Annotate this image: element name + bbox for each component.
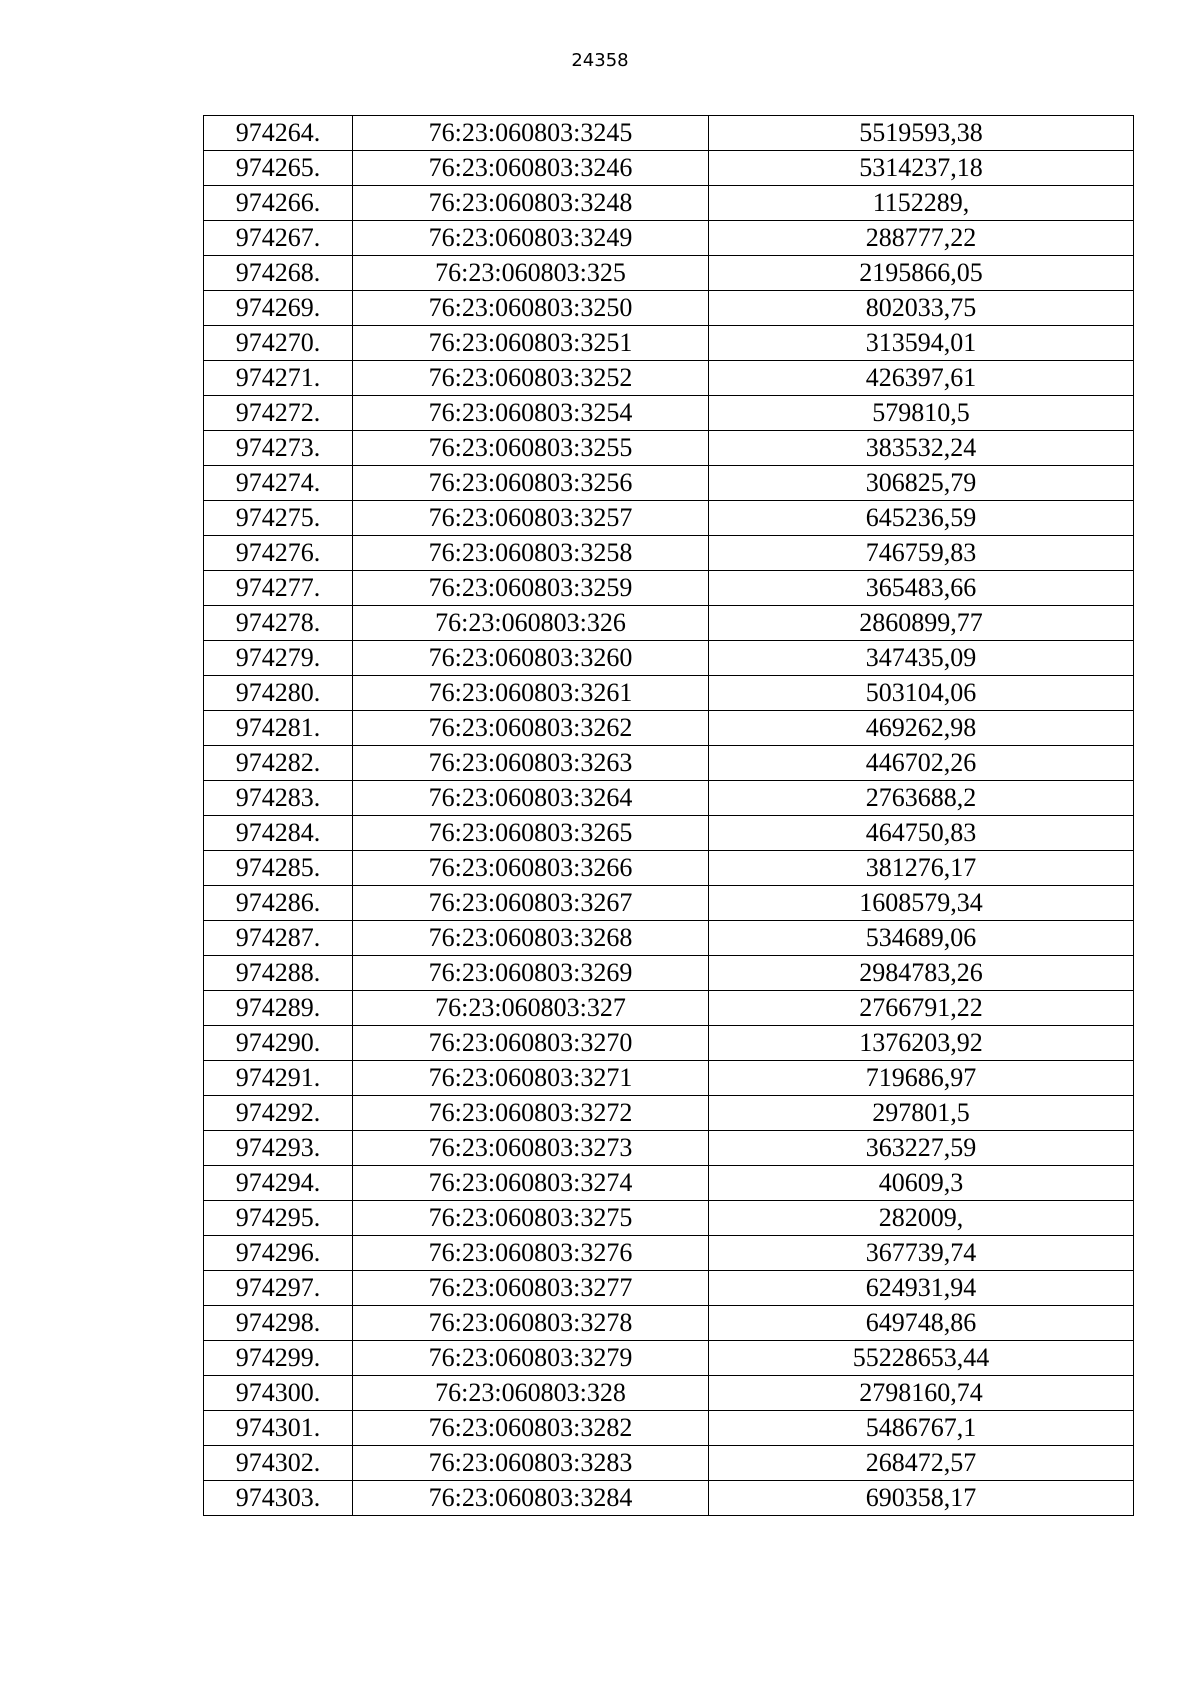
table-row [204,326,1134,361]
row-number-cell: 974276. [204,536,353,571]
row-number-cell: 974273. [204,431,353,466]
page-number: 24358 [571,50,629,71]
table-row [204,746,1134,781]
value-cell: 649748,86 [709,1306,1134,1341]
row-number-cell: 974291. [204,1061,353,1096]
row-number-cell: 974293. [204,1131,353,1166]
cadastral-number-cell: 76:23:060803:327 [353,991,709,1026]
value-cell: 5314237,18 [709,151,1134,186]
value-cell: 719686,97 [709,1061,1134,1096]
row-number-cell: 974288. [204,956,353,991]
cadastral-number-cell: 76:23:060803:3251 [353,326,709,361]
row-number-cell: 974300. [204,1376,353,1411]
row-number-cell: 974272. [204,396,353,431]
table-row [204,1306,1134,1341]
row-number-cell: 974303. [204,1481,353,1516]
row-number-cell: 974285. [204,851,353,886]
cadastral-number-cell: 76:23:060803:3256 [353,466,709,501]
table-row [204,921,1134,956]
cadastral-number-cell: 76:23:060803:3271 [353,1061,709,1096]
cadastral-number-cell: 76:23:060803:3274 [353,1166,709,1201]
table-row [204,676,1134,711]
table-row [204,536,1134,571]
cadastral-number-cell: 76:23:060803:3264 [353,781,709,816]
table-row [204,816,1134,851]
value-cell: 645236,59 [709,501,1134,536]
value-cell: 347435,09 [709,641,1134,676]
table-row [204,851,1134,886]
row-number-cell: 974284. [204,816,353,851]
row-number-cell: 974290. [204,1026,353,1061]
row-number-cell: 974268. [204,256,353,291]
value-cell: 446702,26 [709,746,1134,781]
value-cell: 2766791,22 [709,991,1134,1026]
cadastral-number-cell: 76:23:060803:325 [353,256,709,291]
row-number-cell: 974266. [204,186,353,221]
value-cell: 469262,98 [709,711,1134,746]
row-number-cell: 974267. [204,221,353,256]
value-cell: 268472,57 [709,1446,1134,1481]
cadastral-number-cell: 76:23:060803:3255 [353,431,709,466]
cadastral-number-cell: 76:23:060803:3267 [353,886,709,921]
cadastral-number-cell: 76:23:060803:3272 [353,1096,709,1131]
value-cell: 1608579,34 [709,886,1134,921]
table-row [204,606,1134,641]
cadastral-number-cell: 76:23:060803:3260 [353,641,709,676]
row-number-cell: 974265. [204,151,353,186]
value-cell: 1376203,92 [709,1026,1134,1061]
row-number-cell: 974298. [204,1306,353,1341]
table-row [204,1131,1134,1166]
cadastral-number-cell: 76:23:060803:3266 [353,851,709,886]
value-cell: 282009, [709,1201,1134,1236]
value-cell: 363227,59 [709,1131,1134,1166]
value-cell: 297801,5 [709,1096,1134,1131]
cadastral-number-cell: 76:23:060803:3278 [353,1306,709,1341]
table-row [204,1201,1134,1236]
cadastral-number-cell: 76:23:060803:328 [353,1376,709,1411]
table-row [204,466,1134,501]
table-row [204,886,1134,921]
row-number-cell: 974286. [204,886,353,921]
value-cell: 464750,83 [709,816,1134,851]
cadastral-number-cell: 76:23:060803:3261 [353,676,709,711]
cadastral-number-cell: 76:23:060803:3282 [353,1411,709,1446]
row-number-cell: 974278. [204,606,353,641]
value-cell: 2984783,26 [709,956,1134,991]
value-cell: 5486767,1 [709,1411,1134,1446]
row-number-cell: 974279. [204,641,353,676]
row-number-cell: 974275. [204,501,353,536]
row-number-cell: 974283. [204,781,353,816]
table-row [204,956,1134,991]
data-table [203,115,1134,1516]
row-number-cell: 974299. [204,1341,353,1376]
cadastral-number-cell: 76:23:060803:3283 [353,1446,709,1481]
cadastral-number-cell: 76:23:060803:3279 [353,1341,709,1376]
value-cell: 2763688,2 [709,781,1134,816]
table-row [204,396,1134,431]
cadastral-number-cell: 76:23:060803:3269 [353,956,709,991]
value-cell: 365483,66 [709,571,1134,606]
cadastral-number-cell: 76:23:060803:3263 [353,746,709,781]
row-number-cell: 974264. [204,116,353,151]
table-row [204,116,1134,151]
value-cell: 426397,61 [709,361,1134,396]
value-cell: 746759,83 [709,536,1134,571]
cadastral-number-cell: 76:23:060803:3258 [353,536,709,571]
cadastral-number-cell: 76:23:060803:3277 [353,1271,709,1306]
table-row [204,361,1134,396]
cadastral-number-cell: 76:23:060803:3259 [353,571,709,606]
table-row [204,256,1134,291]
value-cell: 367739,74 [709,1236,1134,1271]
table-row [204,1236,1134,1271]
value-cell: 306825,79 [709,466,1134,501]
table-row [204,501,1134,536]
table-row [204,991,1134,1026]
table-body [204,116,1134,1516]
table-row [204,1166,1134,1201]
cadastral-number-cell: 76:23:060803:3246 [353,151,709,186]
value-cell: 1152289, [709,186,1134,221]
value-cell: 802033,75 [709,291,1134,326]
row-number-cell: 974270. [204,326,353,361]
row-number-cell: 974296. [204,1236,353,1271]
value-cell: 2860899,77 [709,606,1134,641]
value-cell: 624931,94 [709,1271,1134,1306]
table-row [204,221,1134,256]
table-row [204,291,1134,326]
table-row [204,151,1134,186]
value-cell: 313594,01 [709,326,1134,361]
cadastral-number-cell: 76:23:060803:3268 [353,921,709,956]
row-number-cell: 974297. [204,1271,353,1306]
cadastral-number-cell: 76:23:060803:3284 [353,1481,709,1516]
table-row [204,1061,1134,1096]
row-number-cell: 974277. [204,571,353,606]
cadastral-number-cell: 76:23:060803:3270 [353,1026,709,1061]
cadastral-number-cell: 76:23:060803:3252 [353,361,709,396]
value-cell: 2798160,74 [709,1376,1134,1411]
table-row [204,1271,1134,1306]
row-number-cell: 974269. [204,291,353,326]
cadastral-number-cell: 76:23:060803:3257 [353,501,709,536]
value-cell: 40609,3 [709,1166,1134,1201]
cadastral-number-cell: 76:23:060803:326 [353,606,709,641]
table-row [204,431,1134,466]
cadastral-number-cell: 76:23:060803:3276 [353,1236,709,1271]
cadastral-number-cell: 76:23:060803:3275 [353,1201,709,1236]
table-row [204,711,1134,746]
table-row [204,1341,1134,1376]
table-row [204,1481,1134,1516]
row-number-cell: 974292. [204,1096,353,1131]
row-number-cell: 974294. [204,1166,353,1201]
row-number-cell: 974287. [204,921,353,956]
row-number-cell: 974281. [204,711,353,746]
row-number-cell: 974280. [204,676,353,711]
row-number-cell: 974295. [204,1201,353,1236]
row-number-cell: 974271. [204,361,353,396]
table-row [204,781,1134,816]
row-number-cell: 974274. [204,466,353,501]
table-row [204,571,1134,606]
value-cell: 5519593,38 [709,116,1134,151]
row-number-cell: 974282. [204,746,353,781]
row-number-cell: 974289. [204,991,353,1026]
table-row [204,641,1134,676]
value-cell: 288777,22 [709,221,1134,256]
value-cell: 381276,17 [709,851,1134,886]
value-cell: 534689,06 [709,921,1134,956]
cadastral-number-cell: 76:23:060803:3249 [353,221,709,256]
value-cell: 383532,24 [709,431,1134,466]
cadastral-number-cell: 76:23:060803:3265 [353,816,709,851]
value-cell: 2195866,05 [709,256,1134,291]
table-row [204,1026,1134,1061]
cadastral-number-cell: 76:23:060803:3273 [353,1131,709,1166]
table-row [204,1376,1134,1411]
value-cell: 55228653,44 [709,1341,1134,1376]
cadastral-number-cell: 76:23:060803:3254 [353,396,709,431]
cadastral-number-cell: 76:23:060803:3262 [353,711,709,746]
table-row [204,1446,1134,1481]
table-row [204,1411,1134,1446]
cadastral-number-cell: 76:23:060803:3248 [353,186,709,221]
value-cell: 690358,17 [709,1481,1134,1516]
table-row [204,1096,1134,1131]
cadastral-number-cell: 76:23:060803:3245 [353,116,709,151]
table-row [204,186,1134,221]
row-number-cell: 974302. [204,1446,353,1481]
value-cell: 503104,06 [709,676,1134,711]
value-cell: 579810,5 [709,396,1134,431]
row-number-cell: 974301. [204,1411,353,1446]
cadastral-number-cell: 76:23:060803:3250 [353,291,709,326]
